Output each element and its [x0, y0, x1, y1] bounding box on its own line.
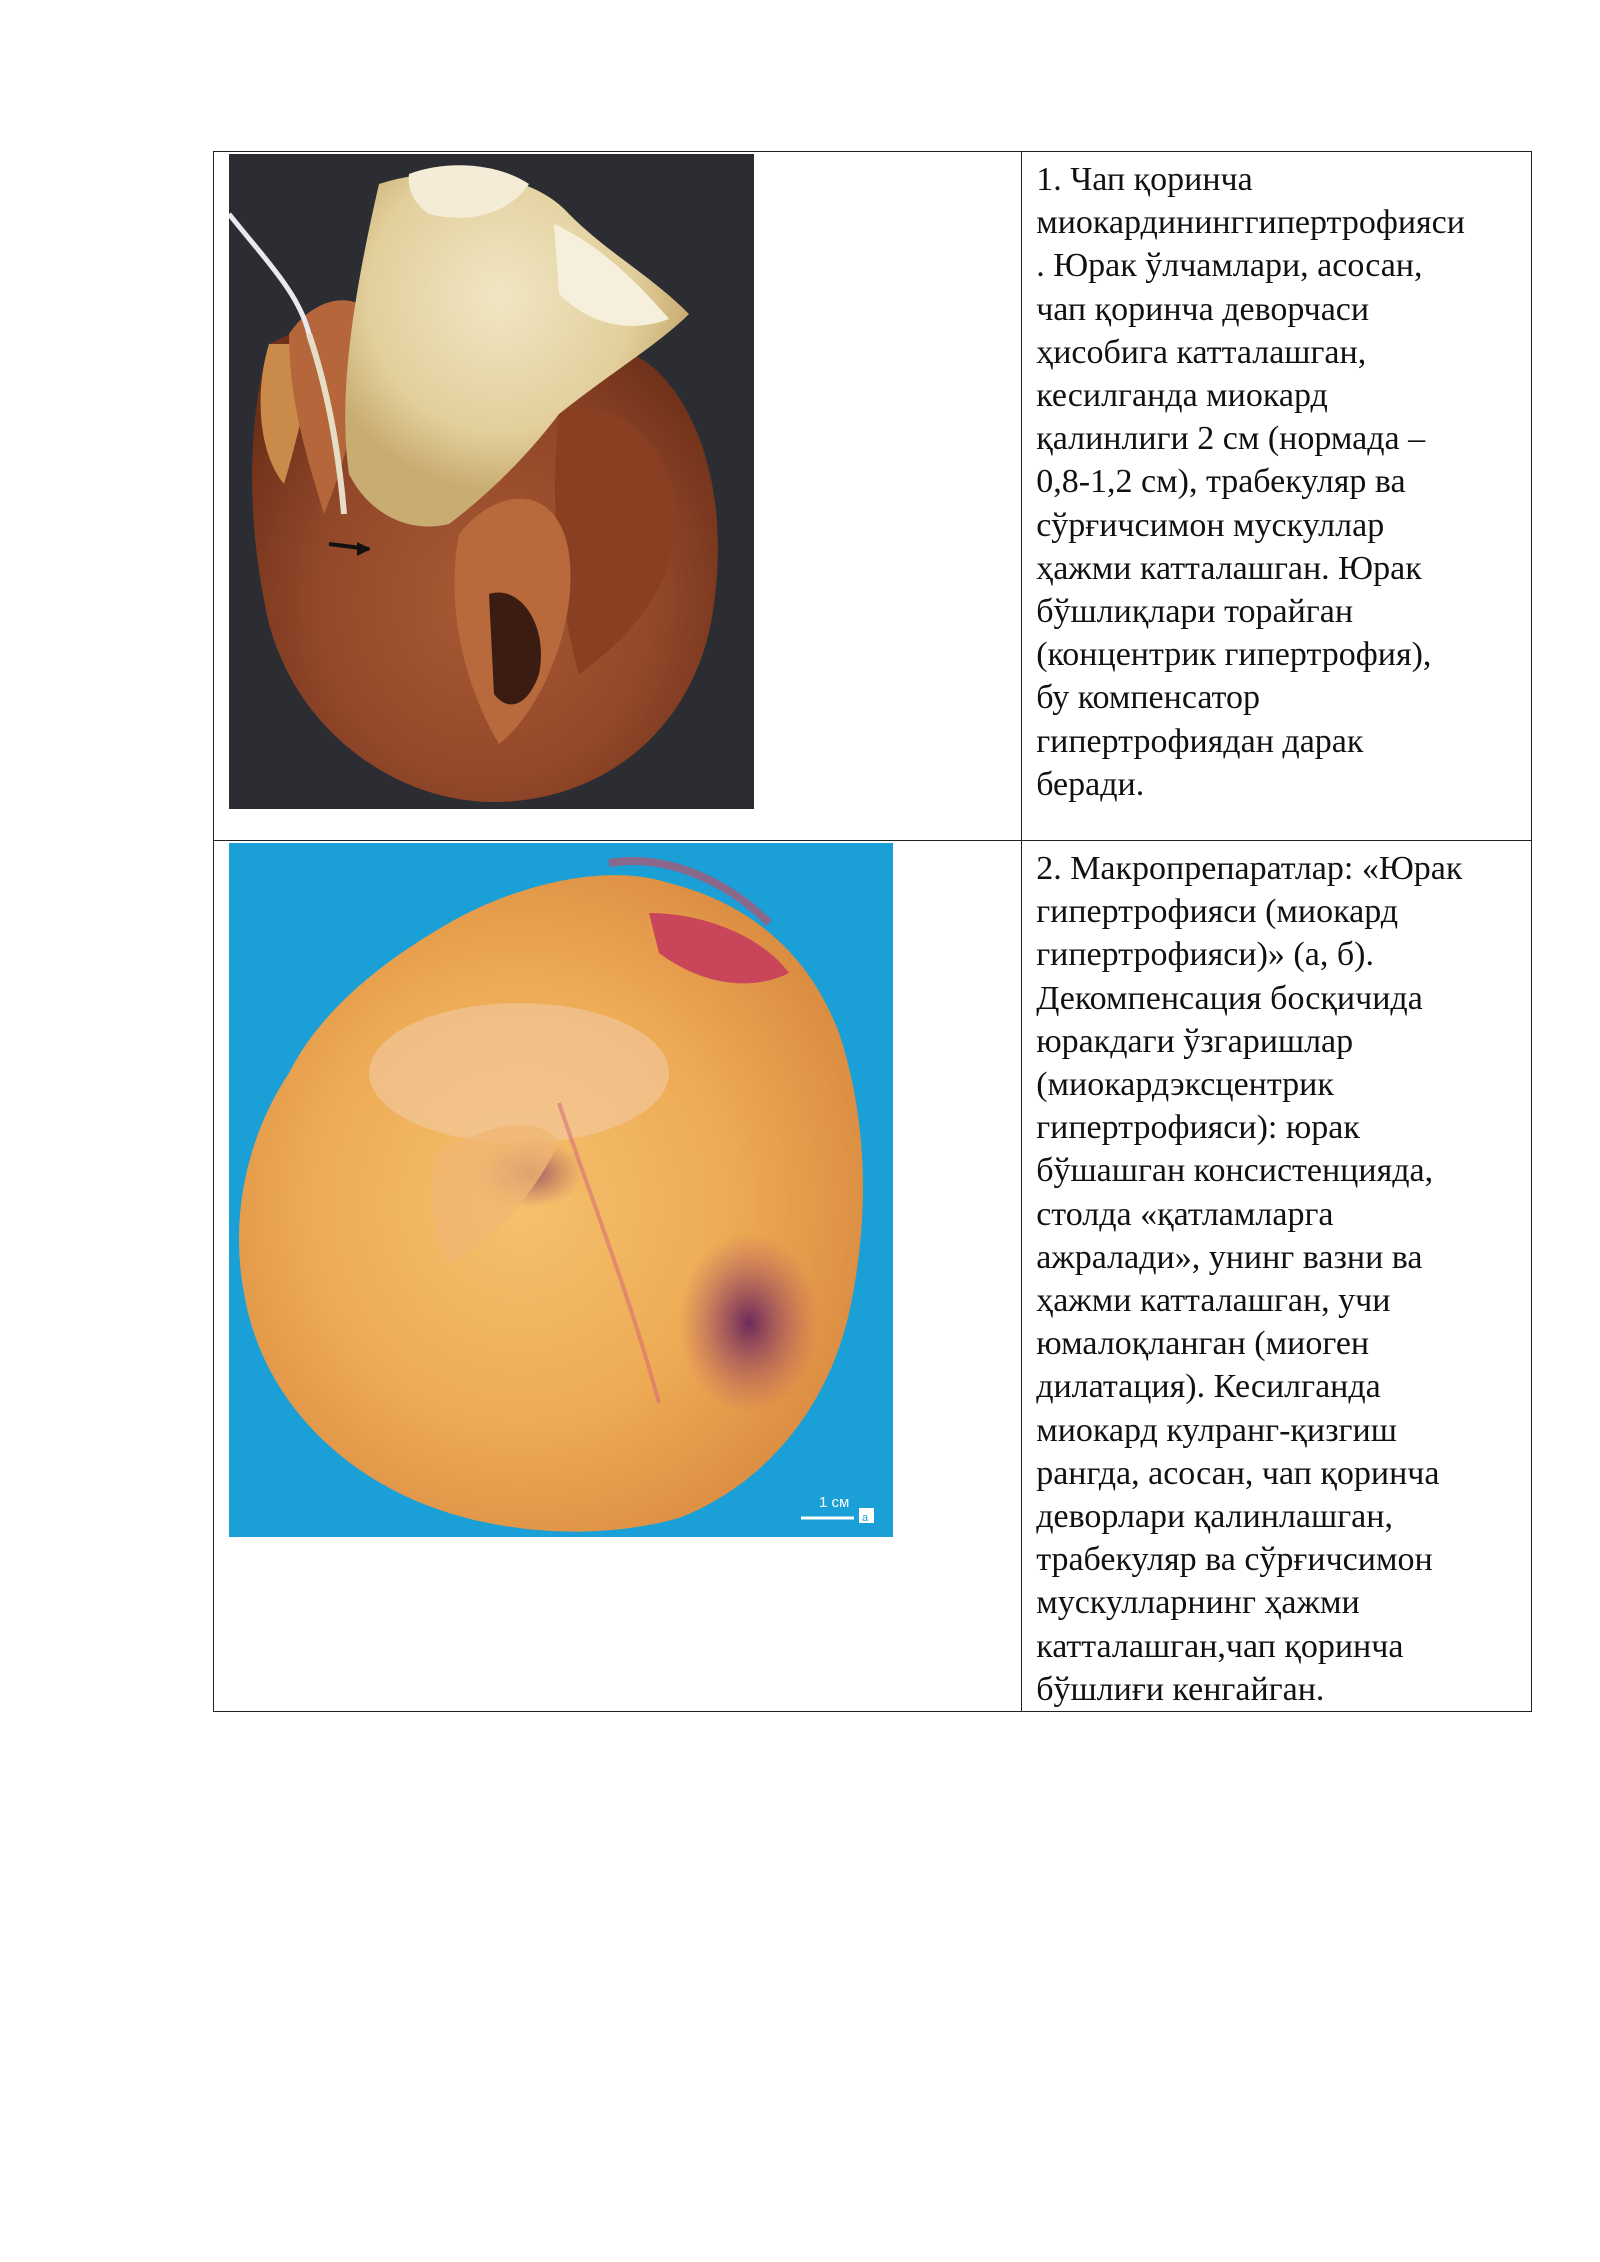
heart-external-image	[229, 843, 893, 1537]
table-row	[214, 152, 1532, 841]
specimen-table	[213, 151, 1532, 1712]
description-cell	[1022, 841, 1532, 1712]
description-text: 2. Макропрепаратлар: «Юрак гипертрофияси (миокард гипертрофияси)» (а, б). Декомпенсация босқичида юракдаги ўзгаришлар (миокардэксцентрик гипертрофияси): юрак бўшашган консистенцияда, столда «қатламларга ажралади», унинг вазни ва ҳажми катталашган, учи юмалоқланган (миоген дилатация). Кесилганда миокард кулранг-қизгиш рангда, асосан, чап қоринча деворлари қалинлашган, трабекуляр ва сўрғичсимон мускулларнинг ҳажми катталашган,чап қоринча бўшлиғи кенгайган.	[1036, 850, 1463, 1708]
image-cell	[214, 841, 1022, 1712]
table-row	[214, 841, 1532, 1712]
image-cell	[214, 152, 1022, 841]
heart-section-image	[229, 154, 754, 809]
svg-text:a: a	[862, 1512, 869, 1524]
svg-text:1 см: 1 см	[819, 1494, 850, 1511]
description-cell	[1022, 152, 1532, 841]
description-text: 1. Чап қоринча миокардининггипертрофияси . Юрак ўлчамлари, асосан, чап қоринча деворчаси ҳисобига катталашган, кесилганда миокард қалинлиги 2 см (нормада – 0,8-1,2 см), трабекуляр ва сўрғичсимон мускуллар ҳажми катталашган. Юрак бўшлиқлари торайган (концентрик гипертрофия), бу компенсатор гипертрофиядан дарак беради.	[1036, 161, 1465, 803]
